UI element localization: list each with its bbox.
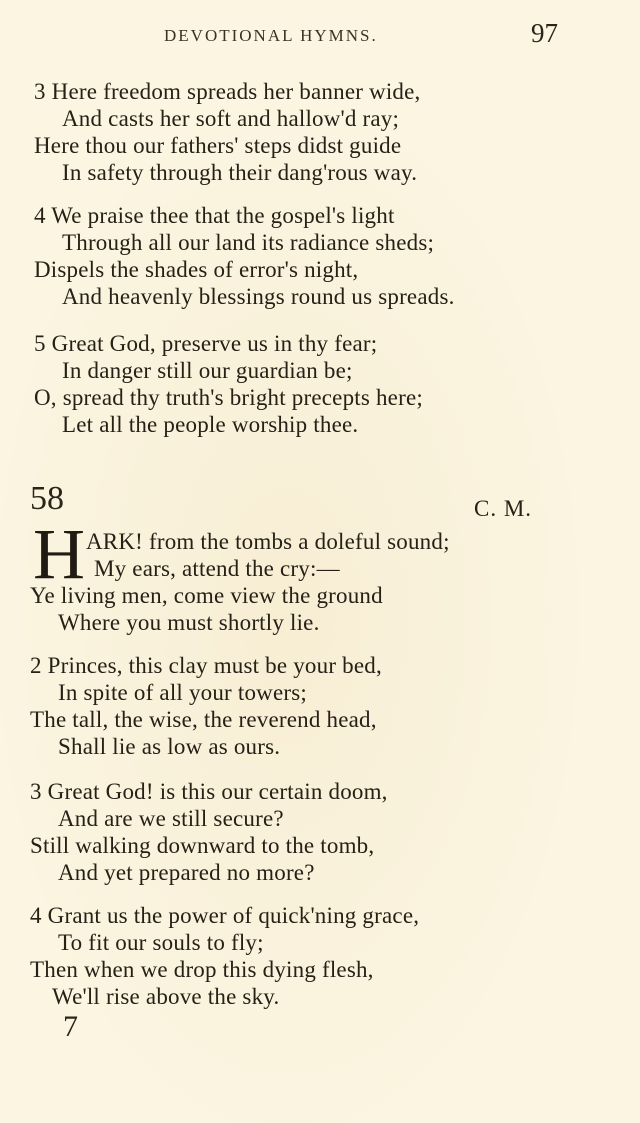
hymn-57-line: And heavenly blessings round us spreads. [62, 284, 455, 309]
hymn-58-line: And yet prepared no more? [58, 860, 315, 885]
hymn-58-line: Still walking downward to the tomb, [30, 833, 375, 858]
hymn-58-line: 3 Great God! is this our certain doom, [30, 779, 388, 804]
hymn-58-line: We'll rise above the sky. [52, 984, 280, 1009]
hymn-57-line: 5 Great God, preserve us in thy fear; [34, 331, 378, 356]
hymn-58-line: And are we still secure? [58, 806, 284, 831]
hymn-58-line: In spite of all your towers; [58, 680, 307, 705]
hymn-number: 58 [30, 480, 64, 517]
hymn-57-line: 3 Here freedom spreads her banner wide, [34, 79, 421, 104]
hymn-meter: C. M. [474, 496, 533, 521]
hymn-57-line: And casts her soft and hallow'd ray; [62, 106, 400, 131]
hymn-58-line: 4 Grant us the power of quick'ning grace, [30, 903, 420, 928]
hymn-57-line: In safety through their dang'rous way. [62, 160, 418, 185]
signature-mark: 7 [63, 1010, 78, 1043]
hymn-58-line: The tall, the wise, the reverend head, [30, 707, 377, 732]
hymn-58-line: Shall lie as low as ours. [58, 734, 281, 759]
hymn-58-line: Where you must shortly lie. [58, 610, 320, 635]
hymn-57-line: Through all our land its radiance sheds; [62, 230, 435, 255]
hymn-57-line: O, spread thy truth's bright precepts here; [34, 385, 423, 410]
hymn-57-line: Let all the people worship thee. [62, 412, 359, 437]
hymn-58-line: My ears, attend the cry:— [94, 556, 340, 581]
drop-cap: H [33, 514, 85, 594]
hymn-58-line: Then when we drop this dying flesh, [30, 957, 374, 982]
page-number: 97 [531, 18, 558, 48]
hymn-58-line: To fit our souls to fly; [58, 930, 264, 955]
hymn-58-line: Ye living men, come view the ground [30, 583, 383, 608]
hymn-58-line: 2 Princes, this clay must be your bed, [30, 653, 382, 678]
hymn-57-line: 4 We praise thee that the gospel's light [34, 203, 395, 228]
hymn-58-line: ARK! from the tombs a doleful sound; [86, 529, 450, 554]
running-title: DEVOTIONAL HYMNS. [164, 26, 378, 45]
hymn-57-line: In danger still our guardian be; [62, 358, 353, 383]
hymn-57-line: Here thou our fathers' steps didst guide [34, 133, 402, 158]
hymn-57-line: Dispels the shades of error's night, [34, 257, 359, 282]
